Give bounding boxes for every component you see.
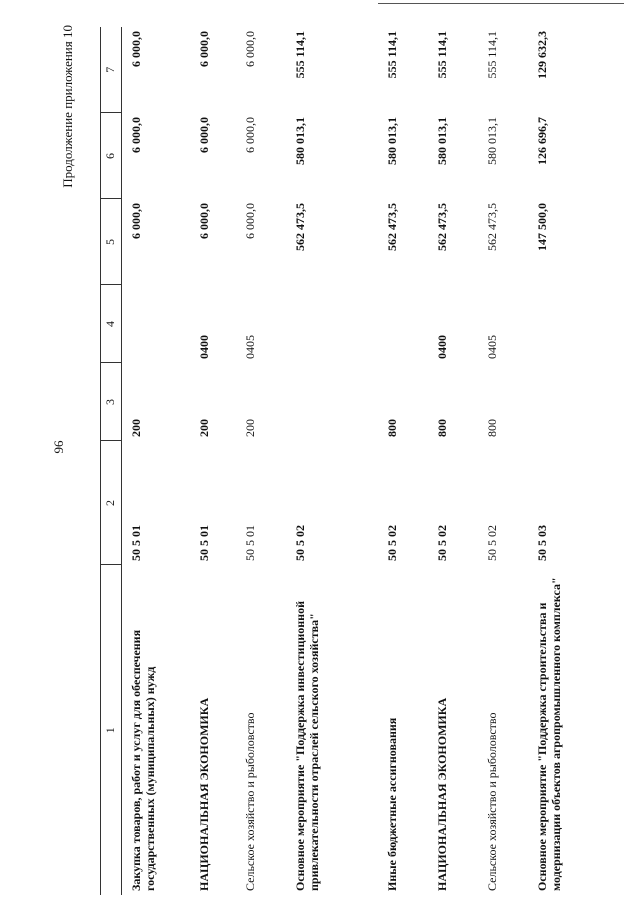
row-rzpr xyxy=(530,285,616,363)
row-value-6: 580 013,1 xyxy=(293,117,307,165)
row-code: 50 5 01 xyxy=(197,525,211,561)
header-col-1: 1 xyxy=(101,565,122,895)
row-value-7: 555 114,1 xyxy=(435,31,449,79)
row-value-6: 6 000,0 xyxy=(129,117,143,153)
row-vr: 200 xyxy=(243,419,257,437)
row-rzpr: 0400 xyxy=(435,335,449,359)
row-code: 50 5 03 xyxy=(535,525,549,561)
row-vr xyxy=(530,363,616,441)
row-value-7: 129 632,3 xyxy=(535,31,549,79)
row-code: 50 5 02 xyxy=(485,525,499,561)
row-value-6: 126 696,7 xyxy=(535,117,549,165)
row-code: 50 5 02 xyxy=(385,525,399,561)
row-code: 50 5 02 xyxy=(435,525,449,561)
row-value-7: 6 000,0 xyxy=(243,31,257,67)
table-row xyxy=(288,27,380,895)
row-value-5: 6 000,0 xyxy=(129,203,143,239)
header-col-3: 3 xyxy=(101,363,122,441)
row-value-7: 555 114,1 xyxy=(293,31,307,79)
table-row xyxy=(530,27,616,895)
row-code: 50 5 01 xyxy=(243,525,257,561)
row-value-6: 6 000,0 xyxy=(243,117,257,153)
table-row xyxy=(122,27,193,895)
row-value-5: 562 473,5 xyxy=(485,203,499,251)
row-vr: 800 xyxy=(385,419,399,437)
header-col-4: 4 xyxy=(101,285,122,363)
row-value-6: 580 013,1 xyxy=(485,117,499,165)
table-header-row xyxy=(101,27,122,895)
row-code: 50 5 02 xyxy=(293,525,307,561)
table-row xyxy=(480,27,530,895)
row-vr: 800 xyxy=(435,419,449,437)
row-vr: 200 xyxy=(197,419,211,437)
table-row xyxy=(238,27,288,895)
row-name: Сельское хозяйство и рыболовство xyxy=(243,712,257,891)
row-rzpr: 0400 xyxy=(197,335,211,359)
row-name: НАЦИОНАЛЬНАЯ ЭКОНОМИКА xyxy=(435,697,449,891)
row-code: 50 5 01 xyxy=(129,525,143,561)
row-value-5: 562 473,5 xyxy=(385,203,399,251)
row-value-6: 6 000,0 xyxy=(197,117,211,153)
header-col-5: 5 xyxy=(101,199,122,285)
row-vr xyxy=(288,363,380,441)
row-name: Закупка товаров, работ и услуг для обеспечения государственных (муниципальных) нужд xyxy=(129,629,157,891)
row-name: Основное мероприятие "Поддержка строительства и модернизации объектов агропромышленного комплекса" xyxy=(535,577,563,891)
row-value-7: 555 114,1 xyxy=(385,31,399,79)
row-name: НАЦИОНАЛЬНАЯ ЭКОНОМИКА xyxy=(197,697,211,891)
row-name: Основное мероприятие "Поддержка инвестиционной привлекательности отраслей сельского хозяйства" xyxy=(293,600,321,891)
row-name: Сельское хозяйство и рыболовство xyxy=(485,712,499,891)
budget-table xyxy=(100,27,616,895)
row-rzpr: 0405 xyxy=(485,335,499,359)
row-value-5: 562 473,5 xyxy=(435,203,449,251)
table-row xyxy=(192,27,238,895)
page-number: 96 xyxy=(51,440,66,454)
row-rzpr: 0405 xyxy=(243,335,257,359)
row-rzpr xyxy=(288,285,380,363)
row-rzpr xyxy=(380,285,430,363)
table-row xyxy=(380,27,430,895)
row-value-5: 562 473,5 xyxy=(293,203,307,251)
row-value-5: 147 500,0 xyxy=(535,203,549,251)
header-col-2: 2 xyxy=(101,441,122,565)
row-value-6: 580 013,1 xyxy=(435,117,449,165)
row-value-7: 555 114,1 xyxy=(485,31,499,79)
header-col-6: 6 xyxy=(101,113,122,199)
row-vr: 200 xyxy=(129,419,143,437)
header-col-7: 7 xyxy=(101,27,122,113)
table-row xyxy=(430,27,480,895)
row-value-6: 580 013,1 xyxy=(385,117,399,165)
row-value-7: 6 000,0 xyxy=(197,31,211,67)
row-name: Иные бюджетные ассигнования xyxy=(385,717,399,891)
row-value-7: 6 000,0 xyxy=(129,31,143,67)
row-vr: 800 xyxy=(485,419,499,437)
row-rzpr xyxy=(122,285,193,363)
continuation-label: Продолжение приложения 10 xyxy=(60,25,75,188)
row-value-5: 6 000,0 xyxy=(197,203,211,239)
row-value-5: 6 000,0 xyxy=(243,203,257,239)
